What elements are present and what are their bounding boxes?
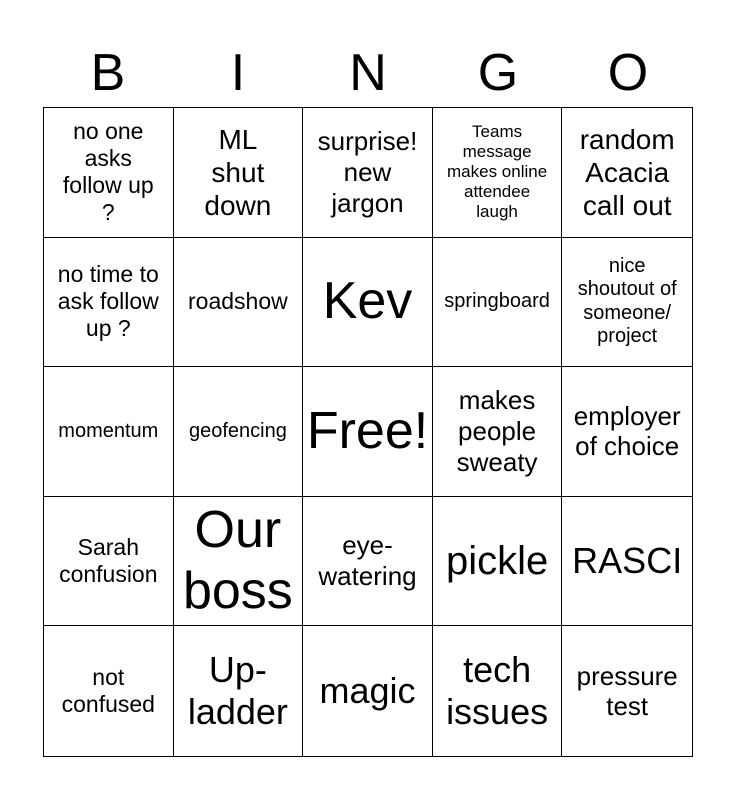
bingo-cell[interactable]	[303, 108, 433, 238]
bingo-cell[interactable]	[303, 367, 433, 497]
bingo-cell[interactable]	[174, 238, 304, 368]
bingo-cell-text: geofencing	[188, 419, 287, 442]
bingo-cell[interactable]	[303, 238, 433, 368]
bingo-cell-text: RASCI	[572, 539, 683, 581]
bingo-cell-text: Up- ladder	[187, 648, 288, 733]
bingo-cell[interactable]	[433, 367, 563, 497]
bingo-cell[interactable]	[174, 367, 304, 497]
bingo-cell-text: not confused	[61, 664, 155, 718]
bingo-cell[interactable]	[174, 626, 304, 756]
header-letter-g: G	[477, 44, 519, 102]
bingo-cell-text: employer of choice	[573, 400, 681, 462]
bingo-cell-text: eye- watering	[318, 530, 417, 592]
bingo-cell-text: ML shut down	[204, 123, 272, 221]
bingo-board	[43, 107, 693, 757]
bingo-cell-text: tech issues	[446, 648, 549, 733]
bingo-cell[interactable]	[303, 497, 433, 627]
bingo-cell-text: magic	[319, 669, 416, 711]
header-letter-i: I	[230, 44, 246, 102]
bingo-cell-text: momentum	[58, 419, 159, 442]
bingo-cell[interactable]	[44, 108, 174, 238]
bingo-cell-text: Kev	[322, 272, 413, 331]
bingo-cell-text: pickle	[445, 538, 549, 583]
bingo-cell-text: makes people sweaty	[456, 385, 538, 477]
bingo-cell-text: Free!	[306, 401, 429, 460]
bingo-cell-text: surprise! new jargon	[317, 126, 418, 218]
bingo-cell-text: random Acacia call out	[579, 123, 675, 221]
bingo-cell[interactable]	[562, 238, 692, 368]
bingo-cell[interactable]	[44, 367, 174, 497]
bingo-cell-text: Teams message makes online attendee laugh	[447, 122, 548, 222]
bingo-cell[interactable]	[44, 497, 174, 627]
bingo-cell[interactable]	[433, 238, 563, 368]
bingo-cell[interactable]	[562, 626, 692, 756]
bingo-cell-text: springboard	[444, 290, 550, 313]
bingo-cell-text: no one asks follow up ?	[62, 118, 154, 226]
bingo-cell[interactable]	[562, 108, 692, 238]
bingo-cell[interactable]	[562, 497, 692, 627]
header-letter-b: B	[90, 44, 126, 102]
bingo-cell[interactable]	[433, 108, 563, 238]
bingo-cell-text: Our boss	[182, 500, 293, 621]
header-letter-o: O	[607, 44, 649, 102]
bingo-cell[interactable]	[44, 238, 174, 368]
bingo-cell[interactable]	[174, 108, 304, 238]
header-letter-n: N	[349, 44, 387, 102]
bingo-cell-text: nice shoutout of someone/ project	[577, 254, 677, 348]
bingo-cell[interactable]	[174, 497, 304, 627]
bingo-cell[interactable]	[433, 626, 563, 756]
bingo-cell[interactable]	[433, 497, 563, 627]
bingo-cell-text: no time to ask follow up ?	[57, 261, 159, 342]
bingo-cell-text: roadshow	[188, 288, 288, 315]
bingo-cell-text: pressure test	[576, 660, 678, 722]
bingo-cell[interactable]	[562, 367, 692, 497]
bingo-cell-text: Sarah confusion	[59, 533, 158, 588]
bingo-cell[interactable]	[303, 626, 433, 756]
bingo-header	[43, 40, 693, 106]
bingo-cell[interactable]	[44, 626, 174, 756]
